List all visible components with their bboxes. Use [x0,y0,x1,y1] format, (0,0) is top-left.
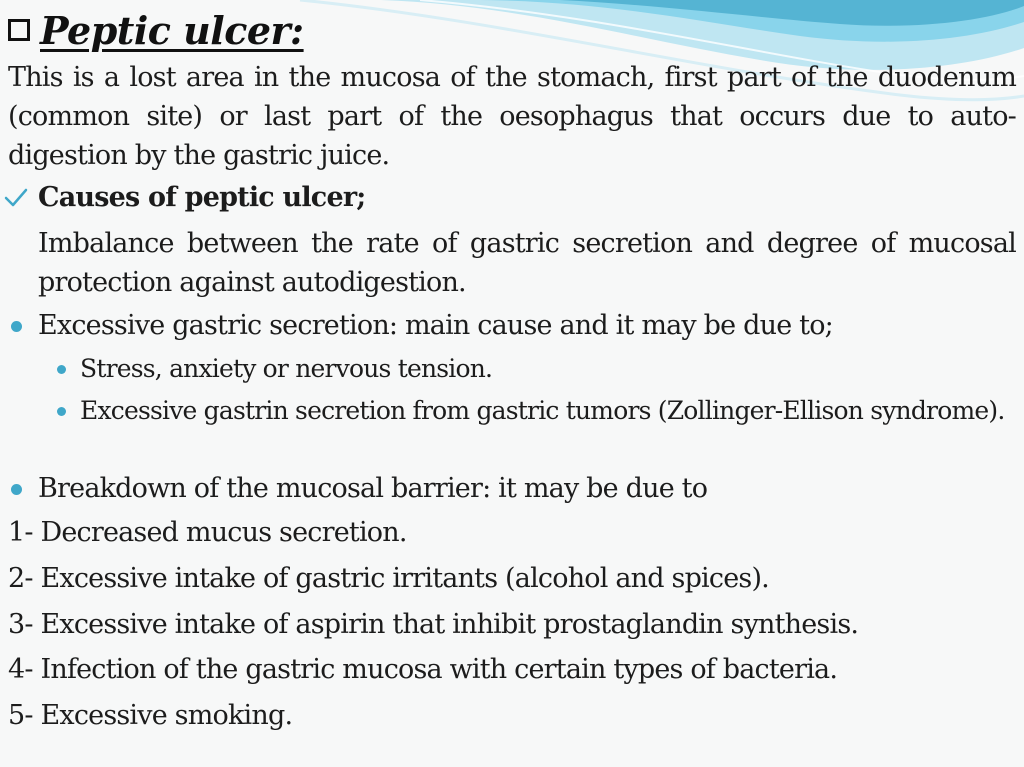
checkmark-icon [4,188,28,208]
sub-bullet-text: Excessive gastrin secretion from gastric tumors (Zollinger-Ellison syndrome). [80,396,1005,425]
dot-bullet-icon [11,484,22,495]
sub-bullet-item [0,394,1016,464]
slide-title [8,6,304,54]
sub-bullet-item [0,352,1016,386]
dot-bullet-icon [57,365,66,374]
numbered-item: 1- Decreased mucus secretion. [8,517,407,548]
numbered-item: 2- Excessive intake of gastric irritants (alcohol and spices). [8,563,769,594]
causes-text: Imbalance between the rate of gastric secretion and degree of mucosal protection against autodigestion. [38,228,1016,298]
dot-bullet-icon [57,407,66,416]
sub-bullet-text: Stress, anxiety or nervous tension. [80,354,493,383]
bullet-text: Breakdown of the mucosal barrier: it may be due to [38,473,708,504]
hollow-square-icon [8,19,30,41]
numbered-item: 3- Excessive intake of aspirin that inhibit prostaglandin synthesis. [8,609,859,640]
bullet-item [0,469,1016,509]
bullet-item [0,306,1016,346]
causes-heading [0,178,1016,218]
causes-paragraph [38,224,1016,302]
intro-text: This is a lost area in the mucosa of the stomach, first part of the duodenum (common site) or last part of the oesophagus that occurs due to auto-digestion by the gastric juice. [8,62,1016,171]
title-text: Peptic ulcer: [40,7,304,53]
bullet-text: Excessive gastric secretion: main cause and it may be due to; [38,310,833,341]
dot-bullet-icon [11,321,22,332]
numbered-item: 4- Infection of the gastric mucosa with certain types of bacteria. [8,654,838,685]
numbered-item: 5- Excessive smoking. [8,700,293,731]
causes-heading-text: Causes of peptic ulcer; [38,182,366,213]
intro-paragraph [8,58,1016,175]
